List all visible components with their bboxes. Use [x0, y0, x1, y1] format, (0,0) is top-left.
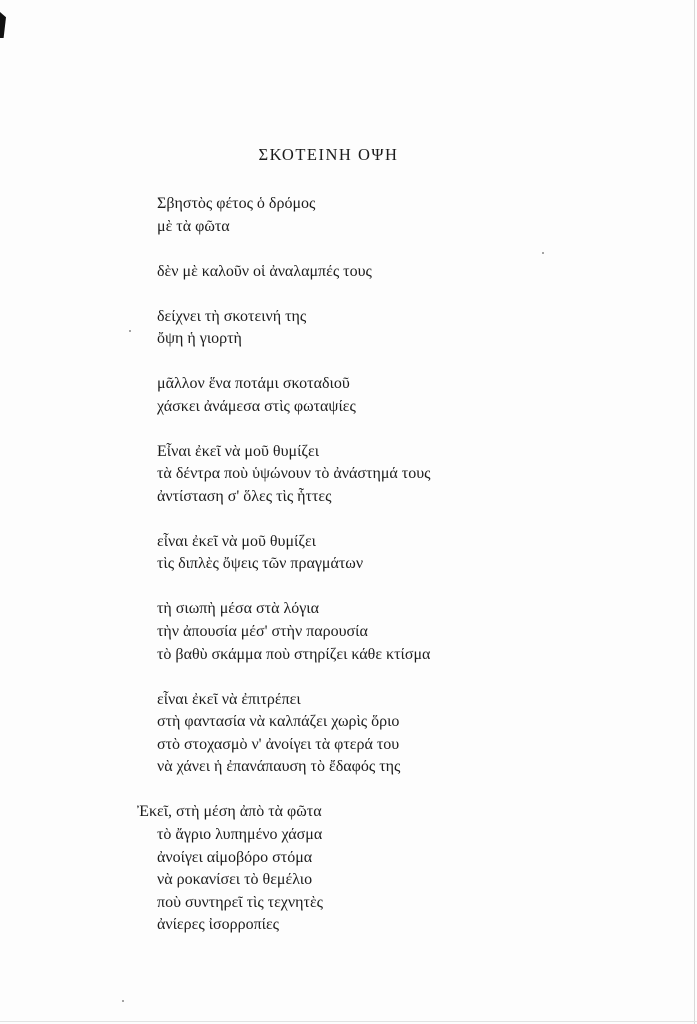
poem-line: τὸ ἄγριο λυπημένο χάσμα [157, 826, 323, 843]
stanza [157, 531, 677, 576]
poem-line: Σβηστὸς φέτος ὁ δρόμος [157, 195, 316, 212]
stanza [157, 373, 677, 418]
poem-line: μᾶλλον ἕνα ποτάμι σκοταδιοῦ [157, 375, 350, 393]
poem-line: ὄψη ἡ γιορτὴ [157, 330, 242, 348]
stanza [157, 689, 677, 779]
poem-line: νὰ ροκανίσει τὸ θεμέλιο [157, 871, 313, 889]
poem-line: ποὺ συντηρεῖ τὶς τεχνητὲς [157, 893, 323, 911]
page-edge-bottom [0, 1021, 697, 1022]
poem-line: στὸ στοχασμὸ ν' ἀνοίγει τὰ φτερά του [157, 735, 400, 753]
stanza [157, 261, 677, 284]
poem-line: τὰ δέντρα ποὺ ὑψώνουν τὸ ἀνάστημά τους [157, 465, 431, 483]
poem-line: εἶναι ἐκεῖ νὰ ἐπιτρέπει [157, 690, 301, 708]
poem-line: Ἐκεῖ, στὴ μέση ἀπὸ τὰ φῶτα [137, 803, 322, 821]
poem-line: ἀνίερες ἰσορροπίες [157, 916, 280, 934]
poem-line: τὴν ἀπουσία μέσ' στὴν παρουσία [157, 623, 368, 641]
poem-line: μὲ τὰ φῶτα [157, 217, 230, 235]
poem-line: νὰ χάνει ἡ ἐπανάπαυση τὸ ἔδαφός της [157, 758, 401, 776]
stanza [137, 801, 677, 937]
stanza [157, 306, 677, 351]
poem-line: ἀνοίγει αἱμοβόρο στόμα [157, 848, 313, 866]
stanza [157, 193, 677, 238]
poem-line: Εἶναι ἐκεῖ νὰ μοῦ θυμίζει [157, 442, 320, 460]
poem-line: δὲν μὲ καλοῦν οἱ ἀναλαμπές τους [157, 262, 372, 280]
poem-line: εἶναι ἐκεῖ νὰ μοῦ θυμίζει [157, 532, 316, 550]
poem-line: στὴ φαντασία νὰ καλπάζει χωρὶς ὅριο [157, 713, 400, 731]
poem-line: τὸ βαθὺ σκάμμα ποὺ στηρίζει κάθε κτίσμα [157, 645, 431, 663]
scan-speck [122, 1000, 124, 1002]
scan-corner-mark [0, 12, 6, 38]
poem-title: ΣΚΟΤΕΙΝΗ ΟΨΗ [258, 145, 399, 164]
stanza [157, 441, 677, 509]
poem-line: ἀντίσταση σ' ὅλες τὶς ἧττες [157, 487, 332, 505]
poem-line: τὴ σιωπὴ μέσα στὰ λόγια [157, 600, 319, 618]
poem-line: δείχνει τὴ σκοτεινή της [157, 307, 307, 325]
scan-speck [129, 330, 131, 332]
poem-line: τὶς διπλὲς ὄψεις τῶν πραγμάτων [157, 555, 364, 573]
stanza [157, 598, 677, 666]
poem-line: χάσκει ἀνάμεσα στὶς φωταψίες [157, 397, 356, 415]
poem-body [137, 193, 677, 937]
